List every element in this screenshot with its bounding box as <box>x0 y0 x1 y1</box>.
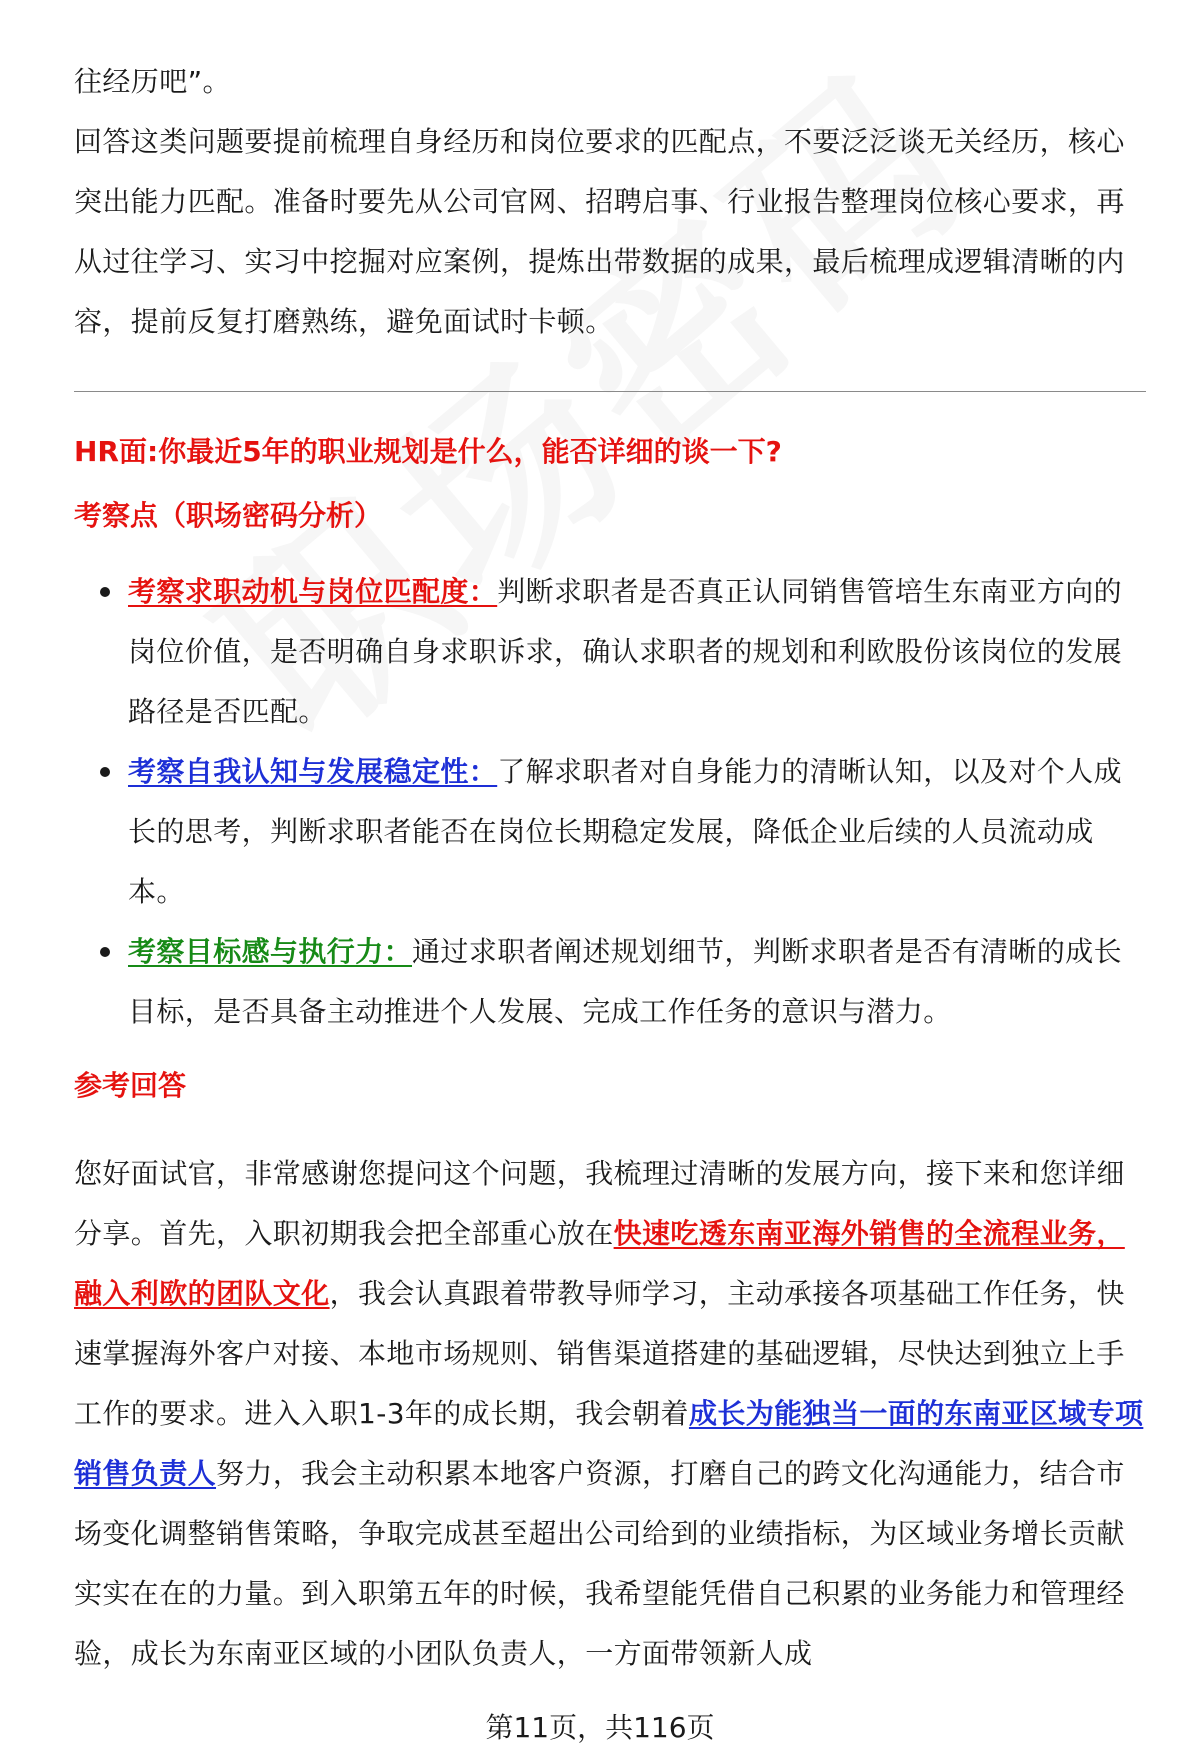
focus-point-2-label: 考察自我认知与发展稳定性： <box>128 755 498 788</box>
focus-point-2-text: 了解求职者对自身能力的清晰认知，以及对个人成长的思考，判断求职者能否在岗位长期稳定发展，降低企业后续的人员流动成本。 <box>128 755 1123 908</box>
answer-highlight-2: 成长为能独当一面的东南亚区域专项销售负责人 <box>74 1397 1144 1490</box>
answer-heading: 参考回答 <box>74 1069 187 1102</box>
answer-part-3: 努力，我会主动积累本地客户资源，打磨自己的跨文化沟通能力，结合市场变化调整销售策略，争取完成甚至超出公司给到的业绩指标，为区域业务增长贡献实实在在的力量。到入职第五年的时候，我希望能凭借自己积累的业务能力和管理经验，成长为东南亚区域的小团队负责人，一方面带领新人成 <box>74 1457 1125 1670</box>
intro-paragraph: 回答这类问题要提前梳理自身经历和岗位要求的匹配点，不要泛泛谈无关经历，核心突出能力匹配。准备时要先从公司官网、招聘启事、行业报告整理岗位核心要求，再从过往学习、实习中挖掘对应案例，提炼出带数据的成果，最后梳理成逻辑清晰的内容，提前反复打磨熟练，避免面试时卡顿。 <box>74 125 1125 338</box>
bullet-icon <box>100 947 110 957</box>
focus-point-3-label: 考察目标感与执行力： <box>128 935 413 968</box>
focus-point-3-text: 通过求职者阐述规划细节，判断求职者是否有清晰的成长目标，是否具备主动推进个人发展、完成工作任务的意识与潜力。 <box>128 935 1123 1028</box>
answer-highlight-1: 快速吃透东南亚海外销售的全流程业务，融入利欧的团队文化 <box>74 1217 1125 1310</box>
answer-part-2: ，我会认真跟着带教导师学习，主动承接各项基础工作任务，快速掌握海外客户对接、本地市场规则、销售渠道搭建的基础逻辑，尽快达到独立上手工作的要求。进入入职1-3年的成长期，我会朝着 <box>74 1277 1125 1430</box>
focus-point-3 <box>128 922 1146 1042</box>
focus-points-list <box>74 562 1146 1042</box>
question-title: HR面:你最近5年的职业规划是什么，能否详细的谈一下? <box>74 435 782 468</box>
focus-heading: 考察点（职场密码分析） <box>74 499 383 532</box>
answer-paragraph <box>74 1144 1146 1684</box>
answer-part-1: 您好面试官，非常感谢您提问这个问题，我梳理过清晰的发展方向，接下来和您详细分享。首先，入职初期我会把全部重心放在 <box>74 1157 1125 1250</box>
focus-point-1-label: 考察求职动机与岗位匹配度： <box>128 575 498 608</box>
section-divider <box>74 391 1146 392</box>
focus-point-1 <box>128 562 1146 742</box>
intro-line: 往经历吧”。 <box>74 65 231 98</box>
bullet-icon <box>100 587 110 597</box>
page-number: 第11页，共116页 <box>485 1711 715 1744</box>
focus-point-1-text: 判断求职者是否真正认同销售管培生东南亚方向的岗位价值，是否明确自身求职诉求，确认求职者的规划和利欧股份该岗位的发展路径是否匹配。 <box>128 575 1123 728</box>
focus-point-2 <box>128 742 1146 922</box>
bullet-icon <box>100 767 110 777</box>
page-content <box>74 52 1146 1684</box>
